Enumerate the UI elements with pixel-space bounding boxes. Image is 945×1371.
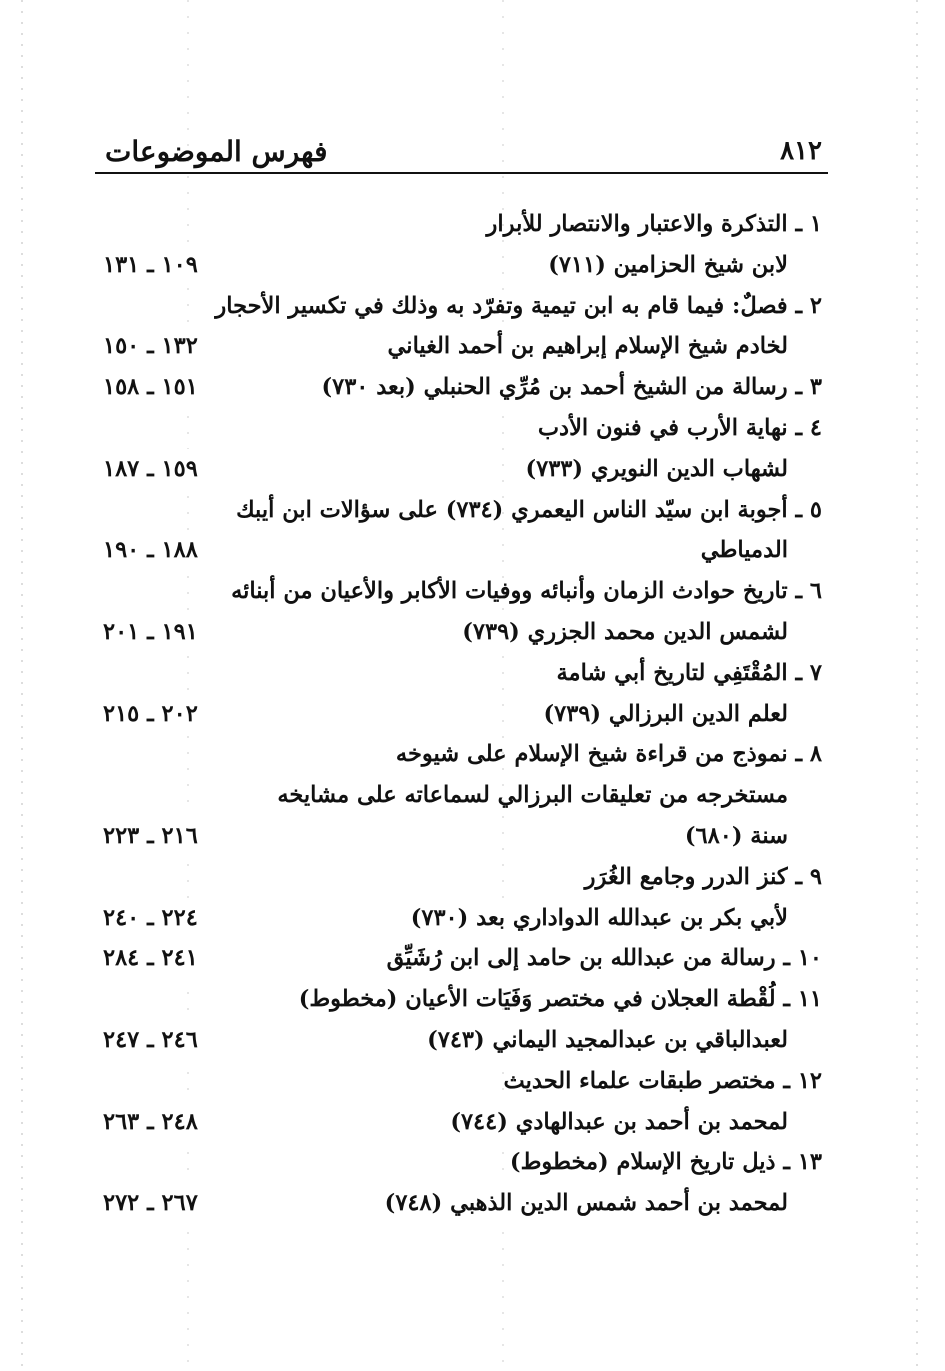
toc-entry-pages: ٢٢٤ ـ ٢٤٠ — [103, 898, 204, 939]
toc-entry — [95, 1183, 828, 1224]
toc-entry-title: الدمياطي — [689, 530, 788, 571]
toc-entry — [95, 612, 828, 653]
toc-entry-pages: ١٥١ ـ ١٥٨ — [103, 367, 204, 408]
toc-entry — [95, 857, 828, 898]
toc-entry — [95, 490, 828, 531]
toc-entry-pages: ١٣٢ ـ ١٥٠ — [103, 326, 204, 367]
toc-entry — [95, 694, 828, 735]
toc-entry-title: ١٢ ـ مختصر طبقات علماء الحديث — [503, 1067, 822, 1094]
toc-entry — [95, 286, 828, 327]
toc-entry-pages: ١٩١ ـ ٢٠١ — [103, 612, 204, 653]
toc-entry-pages: ٢١٦ ـ ٢٢٣ — [103, 816, 204, 857]
toc-entry — [95, 979, 828, 1020]
toc-entry — [95, 245, 828, 286]
toc-entry-title: ٥ ـ أجوبة ابن سيّد الناس اليعمري (٧٣٤) على سؤالات ابن أيبك — [236, 496, 822, 523]
toc-entry-title: ٨ ـ نموذج من قراءة شيخ الإسلام على شيوخه — [395, 741, 822, 768]
toc-entry-title: لمحمد بن أحمد شمس الدين الذهبي (٧٤٨) — [373, 1183, 788, 1224]
toc-entry-title: ٩ ـ كنز الدرر وجامع الغُرَر — [584, 863, 822, 890]
page-header — [95, 128, 828, 174]
toc-entry-pages: ٢٠٢ ـ ٢١٥ — [103, 694, 204, 735]
toc-entry-title: ١ ـ التذكرة والاعتبار والانتصار للأبرار — [486, 211, 822, 237]
toc-entry-pages: ٢٤٨ ـ ٢٦٣ — [103, 1102, 204, 1143]
toc-entry-title: سنة (٦٨٠) — [673, 816, 788, 857]
toc-entry-title: لعلم الدين البرزالي (٧٣٩) — [531, 694, 788, 735]
toc-entry-title: لشهاب الدين النويري (٧٣٣) — [513, 449, 788, 490]
toc-entry — [95, 775, 828, 816]
toc-entry — [95, 1061, 828, 1102]
toc-entry — [95, 1142, 828, 1183]
toc-entry-pages: ١٠٩ ـ ١٣١ — [103, 245, 204, 286]
toc-entry-title: لعبدالباقي بن عبدالمجيد اليماني (٧٤٣) — [415, 1020, 788, 1061]
toc-entry-pages: ١٨٨ ـ ١٩٠ — [103, 530, 204, 571]
toc-entry — [95, 367, 828, 408]
toc-entry-title: ٤ ـ نهاية الأرب في فنون الأدب — [537, 414, 822, 441]
toc-entry-title: ٣ ـ رسالة من الشيخ أحمد بن مُرِّي الحنبلي (بعد ٧٣٠) — [309, 367, 822, 408]
toc-entry — [95, 408, 828, 449]
running-title: فهرس الموضوعات — [105, 135, 328, 168]
toc-entry-title: ٢ ـ فصلٌ: فيما قام به ابن تيمية وتفرّد به وذلك في تكسير الأحجار — [215, 292, 822, 319]
toc-entry — [95, 938, 828, 979]
table-of-contents — [95, 204, 828, 1224]
toc-entry — [95, 326, 828, 367]
toc-entry-title: لابن شيخ الحزامين (٧١١) — [536, 245, 788, 286]
toc-entry — [95, 653, 828, 694]
toc-entry — [95, 1020, 828, 1061]
toc-entry-title: لخادم شيخ الإسلام إبراهيم بن أحمد الغياني — [376, 326, 788, 367]
toc-entry-pages: ٢٤١ ـ ٢٨٤ — [103, 938, 204, 979]
toc-entry-pages: ٢٤٦ ـ ٢٤٧ — [103, 1020, 204, 1061]
toc-entry-title: ٧ ـ المُقْتَفِي لتاريخ أبي شامة — [556, 659, 822, 686]
toc-entry-title: مستخرجه من تعليقات البرزالي لسماعاته على مشايخه — [277, 782, 788, 809]
toc-entry-pages: ١٥٩ ـ ١٨٧ — [103, 449, 204, 490]
toc-entry — [95, 898, 828, 939]
toc-entry-title: ٦ ـ تاريخ حوادث الزمان وأنبائه ووفيات الأكابر والأعيان من أبنائه — [231, 578, 822, 605]
toc-entry — [95, 530, 828, 571]
toc-entry-pages: ٢٦٧ ـ ٢٧٢ — [103, 1183, 204, 1224]
toc-entry — [95, 1102, 828, 1143]
toc-entry — [95, 734, 828, 775]
toc-entry-title: ١٠ ـ رسالة من عبدالله بن حامد إلى ابن رُشَيِّق — [375, 938, 822, 979]
toc-entry — [95, 449, 828, 490]
toc-entry-title: ١٣ ـ ذيل تاريخ الإسلام (مخطوط) — [509, 1149, 822, 1176]
toc-entry — [95, 204, 828, 245]
page-number: ٨١٢ — [780, 136, 822, 166]
toc-entry-title: لمحمد بن أحمد بن عبدالهادي (٧٤٤) — [438, 1102, 788, 1143]
toc-entry — [95, 816, 828, 857]
toc-entry-title: لأبي بكر بن عبدالله الدواداري بعد (٧٣٠) — [399, 898, 788, 939]
toc-entry — [95, 571, 828, 612]
toc-entry-title: لشمس الدين محمد الجزري (٧٣٩) — [450, 612, 788, 653]
toc-entry-title: ١١ ـ لُقْطة العجلان في مختصر وَفَيَات الأعيان (مخطوط) — [298, 986, 822, 1013]
